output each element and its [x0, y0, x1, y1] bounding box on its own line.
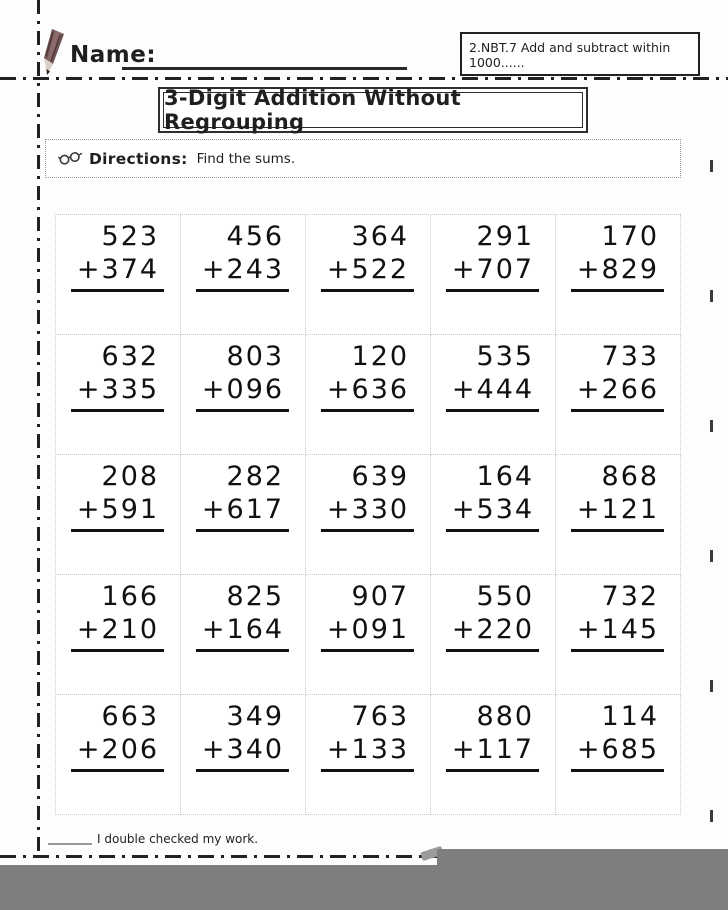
problem-cell [556, 335, 681, 455]
answer-line [71, 289, 164, 292]
addend-bottom: +534 [451, 494, 535, 525]
problem-cell [181, 575, 306, 695]
addend-top: 166 [101, 581, 160, 612]
directions-box [45, 139, 681, 178]
problem-cell [181, 695, 306, 815]
addition-problem [77, 700, 159, 772]
addend-bottom: +096 [201, 374, 285, 405]
addend-top: 291 [476, 221, 535, 252]
answer-line [71, 529, 164, 532]
addition-problem [202, 340, 284, 412]
answer-line [321, 529, 414, 532]
problem-cell [181, 455, 306, 575]
addition-problem [577, 700, 659, 772]
left-cut-line [37, 0, 40, 858]
problem-cell [306, 335, 431, 455]
answer-line [321, 289, 414, 292]
addition-problem [577, 460, 659, 532]
addend-bottom: +707 [451, 254, 535, 285]
top-cut-line [0, 77, 728, 80]
right-cut-line [710, 160, 713, 856]
answer-line [571, 289, 664, 292]
addend-top: 907 [351, 581, 410, 612]
addend-top: 523 [101, 221, 160, 252]
addend-top: 208 [101, 461, 160, 492]
scan-gray-bar [0, 865, 728, 910]
problem-cell [306, 215, 431, 335]
directions-label: Directions: [89, 149, 188, 168]
problem-cell [306, 455, 431, 575]
answer-line [196, 649, 289, 652]
problem-cell [556, 215, 681, 335]
check-blank-line [48, 831, 92, 845]
problem-cell [306, 695, 431, 815]
addend-top: 663 [101, 701, 160, 732]
addend-bottom: +340 [201, 734, 285, 765]
problem-cell [556, 455, 681, 575]
answer-line [571, 769, 664, 772]
answer-line [71, 409, 164, 412]
addition-problem [327, 220, 409, 292]
addend-bottom: +636 [326, 374, 410, 405]
answer-line [321, 769, 414, 772]
answer-line [196, 529, 289, 532]
answer-line [571, 649, 664, 652]
answer-line [71, 769, 164, 772]
answer-line [446, 529, 539, 532]
addend-top: 632 [101, 341, 160, 372]
answer-line [196, 289, 289, 292]
eyeglasses-icon [57, 147, 84, 170]
addend-top: 120 [351, 341, 410, 372]
addition-problem [327, 460, 409, 532]
addend-top: 763 [351, 701, 410, 732]
problem-cell [181, 335, 306, 455]
addition-problem [202, 700, 284, 772]
addend-bottom: +210 [76, 614, 160, 645]
addend-bottom: +133 [326, 734, 410, 765]
problem-cell [431, 575, 556, 695]
addend-bottom: +243 [201, 254, 285, 285]
addend-top: 114 [601, 701, 660, 732]
problem-cell [431, 455, 556, 575]
answer-line [321, 409, 414, 412]
addend-top: 170 [601, 221, 660, 252]
addend-top: 349 [226, 701, 285, 732]
addend-bottom: +374 [76, 254, 160, 285]
name-label: Name: [70, 42, 157, 68]
problem-cell [556, 695, 681, 815]
addend-top: 535 [476, 341, 535, 372]
addition-problem [202, 220, 284, 292]
addition-problem [577, 580, 659, 652]
answer-line [446, 649, 539, 652]
addition-problem [452, 220, 534, 292]
scan-gray-block [437, 849, 728, 866]
problem-cell [431, 695, 556, 815]
answer-line [446, 409, 539, 412]
answer-line [71, 649, 164, 652]
directions-text: Find the sums. [196, 150, 296, 167]
addition-problem [327, 700, 409, 772]
answer-line [571, 529, 664, 532]
problem-cell [56, 695, 181, 815]
addend-bottom: +685 [576, 734, 660, 765]
check-text: I double checked my work. [97, 832, 259, 846]
addition-problem [77, 220, 159, 292]
answer-line [446, 769, 539, 772]
answer-line [571, 409, 664, 412]
addition-problem [327, 580, 409, 652]
problem-cell [56, 215, 181, 335]
title-box [158, 87, 588, 133]
addition-problem [577, 340, 659, 412]
addend-top: 364 [351, 221, 410, 252]
addend-bottom: +164 [201, 614, 285, 645]
name-blank-line [122, 40, 407, 70]
addition-problem [452, 580, 534, 652]
addend-bottom: +091 [326, 614, 410, 645]
problem-cell [556, 575, 681, 695]
addition-problem [202, 580, 284, 652]
addend-bottom: +145 [576, 614, 660, 645]
answer-line [196, 769, 289, 772]
answer-line [446, 289, 539, 292]
addend-bottom: +121 [576, 494, 660, 525]
problems-grid [55, 214, 681, 815]
addend-top: 803 [226, 341, 285, 372]
problem-cell [431, 215, 556, 335]
addend-bottom: +266 [576, 374, 660, 405]
addend-bottom: +220 [451, 614, 535, 645]
addend-bottom: +330 [326, 494, 410, 525]
addend-bottom: +522 [326, 254, 410, 285]
addend-bottom: +591 [76, 494, 160, 525]
addend-top: 733 [601, 341, 660, 372]
addend-top: 550 [476, 581, 535, 612]
addition-problem [452, 700, 534, 772]
addition-problem [77, 340, 159, 412]
addend-bottom: +829 [576, 254, 660, 285]
addend-bottom: +117 [451, 734, 535, 765]
pencil-icon [40, 26, 70, 82]
addend-bottom: +335 [76, 374, 160, 405]
addition-problem [202, 460, 284, 532]
addend-top: 732 [601, 581, 660, 612]
standard-box: 2.NBT.7 Add and subtract within 1000...... [460, 32, 700, 76]
addend-bottom: +617 [201, 494, 285, 525]
addition-problem [452, 340, 534, 412]
addend-bottom: +206 [76, 734, 160, 765]
answer-line [321, 649, 414, 652]
addend-top: 868 [601, 461, 660, 492]
problem-cell [306, 575, 431, 695]
problem-cell [56, 575, 181, 695]
addend-bottom: +444 [451, 374, 535, 405]
problem-cell [181, 215, 306, 335]
addend-top: 282 [226, 461, 285, 492]
addend-top: 880 [476, 701, 535, 732]
problem-cell [56, 335, 181, 455]
problem-cell [431, 335, 556, 455]
page-title: 3-Digit Addition Without Regrouping [163, 92, 583, 128]
answer-line [196, 409, 289, 412]
addition-problem [452, 460, 534, 532]
addend-top: 164 [476, 461, 535, 492]
addition-problem [77, 580, 159, 652]
addition-problem [77, 460, 159, 532]
problem-cell [56, 455, 181, 575]
addition-problem [327, 340, 409, 412]
addend-top: 456 [226, 221, 285, 252]
addend-top: 639 [351, 461, 410, 492]
addition-problem [577, 220, 659, 292]
addend-top: 825 [226, 581, 285, 612]
